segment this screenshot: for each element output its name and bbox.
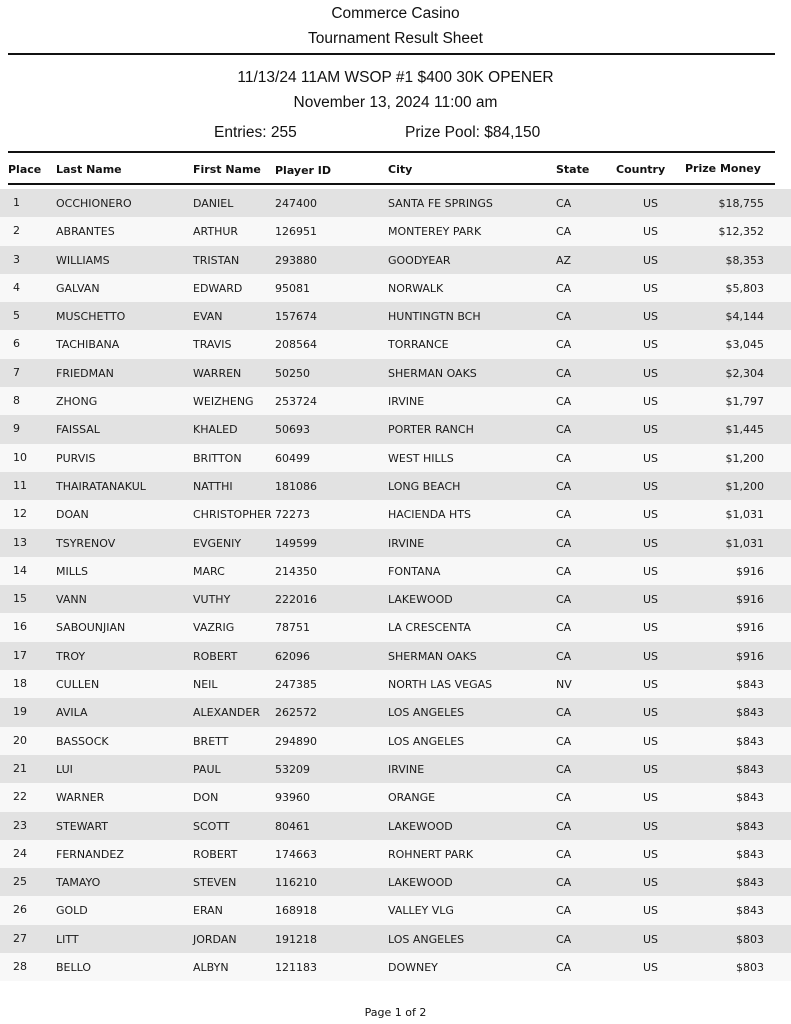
cell-prize-money: $2,304: [725, 366, 764, 380]
cell-city: LAKEWOOD: [388, 819, 453, 833]
cell-last-name: STEWART: [56, 819, 109, 833]
cell-state: AZ: [556, 253, 572, 267]
cell-city: PORTER RANCH: [388, 423, 474, 437]
cell-prize-money: $843: [736, 876, 764, 890]
cell-state: CA: [556, 621, 572, 635]
cell-country: US: [643, 876, 659, 890]
table-row: [0, 557, 791, 585]
table-row: [0, 840, 791, 868]
cell-place: 23: [13, 818, 27, 832]
sheet-title: Tournament Result Sheet: [308, 30, 483, 47]
table-row: [0, 698, 791, 726]
cell-city: HUNTINGTN BCH: [388, 310, 481, 324]
cell-player-id: 80461: [275, 819, 310, 833]
column-header-player-id: Player ID: [275, 164, 332, 177]
cell-first-name: PAUL: [193, 762, 221, 776]
cell-place: 21: [13, 761, 27, 775]
cell-country: US: [643, 395, 659, 409]
cell-player-id: 72273: [275, 508, 310, 522]
table-row: [0, 585, 791, 613]
cell-prize-money: $3,045: [725, 338, 764, 352]
cell-first-name: DON: [193, 791, 219, 805]
cell-last-name: ABRANTES: [56, 225, 115, 239]
table-row: [0, 727, 791, 755]
cell-state: CA: [556, 791, 572, 805]
cell-state: CA: [556, 876, 572, 890]
cell-city: GOODYEAR: [388, 253, 451, 267]
cell-state: CA: [556, 281, 572, 295]
cell-player-id: 247385: [275, 678, 317, 692]
cell-first-name: ROBERT: [193, 649, 238, 663]
cell-prize-money: $843: [736, 678, 764, 692]
event-datetime: November 13, 2024 11:00 am: [293, 94, 498, 111]
cell-city: LAKEWOOD: [388, 593, 453, 607]
cell-state: CA: [556, 734, 572, 748]
event-name: 11/13/24 11AM WSOP #1 $400 30K OPENER: [237, 69, 554, 86]
cell-first-name: STEVEN: [193, 876, 237, 890]
cell-state: CA: [556, 197, 572, 210]
cell-state: CA: [556, 338, 572, 352]
table-row: [0, 953, 791, 981]
cell-country: US: [643, 734, 659, 748]
cell-first-name: EVGENIY: [193, 536, 242, 550]
cell-first-name: ALBYN: [193, 961, 229, 975]
cell-state: CA: [556, 366, 572, 380]
cell-city: LOS ANGELES: [388, 706, 465, 720]
cell-prize-money: $803: [736, 932, 764, 946]
cell-place: 28: [13, 960, 27, 974]
cell-prize-money: $843: [736, 791, 764, 805]
table-row: [0, 189, 791, 217]
cell-place: 3: [13, 252, 20, 266]
cell-prize-money: $843: [736, 734, 764, 748]
cell-prize-money: $843: [736, 762, 764, 776]
cell-player-id: 247400: [275, 197, 317, 210]
cell-player-id: 191218: [275, 932, 317, 946]
table-row: [0, 613, 791, 641]
cell-first-name: JORDAN: [193, 932, 237, 946]
prize-pool: Prize Pool: $84,150: [405, 124, 541, 141]
cell-player-id: 208564: [275, 338, 317, 352]
cell-place: 14: [13, 563, 27, 577]
column-header-prize-money: Prize Money: [685, 162, 761, 175]
cell-last-name: MILLS: [56, 564, 88, 578]
cell-place: 12: [13, 507, 27, 521]
cell-country: US: [643, 508, 659, 522]
table-row: [0, 415, 791, 443]
cell-state: CA: [556, 479, 572, 493]
cell-city: LONG BEACH: [388, 479, 461, 493]
cell-state: CA: [556, 649, 572, 663]
cell-player-id: 214350: [275, 564, 317, 578]
cell-player-id: 50250: [275, 366, 310, 380]
cell-first-name: VAZRIG: [193, 621, 235, 635]
cell-state: CA: [556, 508, 572, 522]
table-row: [0, 783, 791, 811]
cell-city: ORANGE: [388, 791, 436, 805]
cell-city: VALLEY VLG: [388, 904, 454, 918]
cell-state: CA: [556, 961, 572, 975]
cell-state: CA: [556, 904, 572, 918]
cell-country: US: [643, 593, 659, 607]
cell-city: IRVINE: [388, 395, 425, 409]
cell-player-id: 293880: [275, 253, 317, 267]
cell-city: SHERMAN OAKS: [388, 366, 477, 380]
cell-last-name: DOAN: [56, 508, 89, 522]
cell-country: US: [643, 423, 659, 437]
cell-last-name: ZHONG: [56, 395, 98, 409]
cell-last-name: GOLD: [56, 904, 88, 918]
cell-first-name: BRITTON: [193, 451, 242, 465]
cell-first-name: ARTHUR: [193, 225, 239, 239]
cell-prize-money: $12,352: [718, 225, 764, 239]
cell-city: HACIENDA HTS: [388, 508, 471, 522]
cell-state: CA: [556, 706, 572, 720]
cell-place: 6: [13, 337, 20, 351]
cell-country: US: [643, 932, 659, 946]
cell-player-id: 60499: [275, 451, 310, 465]
cell-first-name: DANIEL: [193, 197, 234, 210]
cell-player-id: 168918: [275, 904, 317, 918]
cell-place: 2: [13, 224, 20, 238]
cell-country: US: [643, 310, 659, 324]
table-row: [0, 868, 791, 896]
table-row: [0, 472, 791, 500]
column-header-state: State: [556, 163, 590, 176]
cell-city: LOS ANGELES: [388, 932, 465, 946]
cell-place: 10: [13, 450, 27, 464]
cell-prize-money: $1,031: [725, 536, 764, 550]
column-header-last-name: Last Name: [56, 163, 122, 176]
cell-first-name: EVAN: [193, 310, 223, 324]
cell-country: US: [643, 253, 659, 267]
cell-last-name: FAISSAL: [56, 423, 100, 437]
results-table-body: [0, 189, 791, 981]
cell-player-id: 253724: [275, 395, 317, 409]
cell-last-name: OCCHIONERO: [56, 197, 132, 210]
cell-place: 11: [13, 478, 27, 492]
cell-country: US: [643, 451, 659, 465]
cell-player-id: 95081: [275, 281, 310, 295]
cell-city: MONTEREY PARK: [388, 225, 482, 239]
cell-prize-money: $803: [736, 961, 764, 975]
cell-country: US: [643, 904, 659, 918]
table-row: [0, 670, 791, 698]
table-row: [0, 302, 791, 330]
cell-last-name: TSYRENOV: [56, 536, 116, 550]
cell-first-name: TRAVIS: [193, 338, 232, 352]
cell-first-name: SCOTT: [193, 819, 230, 833]
cell-country: US: [643, 706, 659, 720]
cell-place: 26: [13, 903, 27, 917]
cell-place: 17: [13, 648, 27, 662]
cell-city: SHERMAN OAKS: [388, 649, 477, 663]
cell-country: US: [643, 225, 659, 239]
cell-player-id: 78751: [275, 621, 310, 635]
cell-last-name: FERNANDEZ: [56, 847, 124, 861]
cell-state: CA: [556, 564, 572, 578]
cell-prize-money: $1,200: [725, 451, 764, 465]
cell-first-name: ALEXANDER: [193, 706, 260, 720]
table-row: [0, 642, 791, 670]
table-row: [0, 274, 791, 302]
entries-count: Entries: 255: [214, 124, 297, 141]
cell-first-name: BRETT: [193, 734, 229, 748]
cell-state: CA: [556, 225, 572, 239]
cell-country: US: [643, 536, 659, 550]
cell-first-name: WARREN: [193, 366, 242, 380]
cell-prize-money: $1,031: [725, 508, 764, 522]
cell-state: CA: [556, 762, 572, 776]
cell-last-name: TAMAYO: [56, 876, 101, 890]
cell-prize-money: $1,797: [725, 395, 764, 409]
cell-last-name: LUI: [56, 762, 73, 776]
cell-last-name: AVILA: [56, 706, 88, 720]
cell-country: US: [643, 819, 659, 833]
cell-prize-money: $916: [736, 621, 764, 635]
cell-place: 19: [13, 705, 27, 719]
cell-country: US: [643, 366, 659, 380]
cell-player-id: 93960: [275, 791, 310, 805]
cell-last-name: VANN: [56, 593, 87, 607]
cell-country: US: [643, 338, 659, 352]
cell-place: 22: [13, 790, 27, 804]
cell-state: CA: [556, 932, 572, 946]
page-indicator: Page 1 of 2: [364, 1006, 427, 1019]
cell-prize-money: $843: [736, 706, 764, 720]
cell-prize-money: $1,445: [725, 423, 764, 437]
table-row: [0, 529, 791, 557]
cell-last-name: FRIEDMAN: [56, 366, 114, 380]
cell-state: CA: [556, 819, 572, 833]
cell-first-name: WEIZHENG: [193, 395, 254, 409]
cell-city: SANTA FE SPRINGS: [388, 197, 493, 210]
cell-place: 20: [13, 733, 27, 747]
cell-country: US: [643, 479, 659, 493]
header-bottom-divider: [8, 183, 775, 185]
cell-player-id: 50693: [275, 423, 310, 437]
cell-player-id: 121183: [275, 961, 317, 975]
cell-last-name: TACHIBANA: [56, 338, 120, 352]
cell-place: 16: [13, 620, 27, 634]
cell-prize-money: $4,144: [725, 310, 764, 324]
cell-city: FONTANA: [388, 564, 441, 578]
cell-player-id: 126951: [275, 225, 317, 239]
cell-prize-money: $5,803: [725, 281, 764, 295]
cell-country: US: [643, 791, 659, 805]
cell-player-id: 149599: [275, 536, 317, 550]
cell-prize-money: $843: [736, 847, 764, 861]
cell-last-name: WARNER: [56, 791, 105, 805]
cell-last-name: MUSCHETTO: [56, 310, 126, 324]
cell-country: US: [643, 621, 659, 635]
cell-state: CA: [556, 310, 572, 324]
cell-place: 24: [13, 846, 27, 860]
column-header-city: City: [388, 163, 413, 176]
cell-city: TORRANCE: [388, 338, 449, 352]
cell-state: CA: [556, 395, 572, 409]
cell-last-name: WILLIAMS: [56, 253, 110, 267]
cell-prize-money: $916: [736, 564, 764, 578]
table-row: [0, 500, 791, 528]
cell-country: US: [643, 678, 659, 692]
cell-last-name: PURVIS: [56, 451, 96, 465]
cell-place: 18: [13, 677, 27, 691]
cell-city: NORWALK: [388, 281, 444, 295]
cell-first-name: TRISTAN: [193, 253, 240, 267]
cell-prize-money: $1,200: [725, 479, 764, 493]
cell-first-name: NEIL: [193, 678, 218, 692]
cell-state: CA: [556, 536, 572, 550]
cell-city: NORTH LAS VEGAS: [388, 678, 493, 692]
cell-place: 5: [13, 309, 20, 323]
cell-place: 15: [13, 592, 27, 606]
cell-player-id: 294890: [275, 734, 317, 748]
cell-prize-money: $916: [736, 593, 764, 607]
column-header-place: Place: [8, 163, 42, 176]
table-row: [0, 896, 791, 924]
cell-place: 13: [13, 535, 27, 549]
cell-first-name: ROBERT: [193, 847, 238, 861]
cell-last-name: SABOUNJIAN: [56, 621, 126, 635]
cell-player-id: 181086: [275, 479, 317, 493]
cell-prize-money: $843: [736, 904, 764, 918]
cell-country: US: [643, 197, 659, 210]
cell-last-name: THAIRATANAKUL: [56, 479, 146, 493]
cell-city: ROHNERT PARK: [388, 847, 474, 861]
table-row: [0, 246, 791, 274]
cell-first-name: MARC: [193, 564, 225, 578]
cell-place: 8: [13, 394, 20, 408]
cell-country: US: [643, 564, 659, 578]
cell-prize-money: $916: [736, 649, 764, 663]
cell-city: IRVINE: [388, 536, 425, 550]
cell-first-name: CHRISTOPHER: [193, 508, 272, 522]
cell-first-name: EDWARD: [193, 281, 243, 295]
table-row: [0, 925, 791, 953]
cell-country: US: [643, 847, 659, 861]
cell-first-name: NATTHI: [193, 479, 233, 493]
cell-first-name: VUTHY: [193, 593, 231, 607]
cell-first-name: KHALED: [193, 423, 238, 437]
column-header-country: Country: [616, 163, 666, 176]
cell-city: LAKEWOOD: [388, 876, 453, 890]
cell-state: CA: [556, 593, 572, 607]
cell-place: 9: [13, 422, 20, 436]
cell-city: DOWNEY: [388, 961, 438, 975]
cell-last-name: BASSOCK: [56, 734, 109, 748]
cell-city: IRVINE: [388, 762, 425, 776]
cell-place: 27: [13, 931, 27, 945]
table-row: [0, 217, 791, 245]
table-row: [0, 812, 791, 840]
cell-first-name: ERAN: [193, 904, 223, 918]
cell-place: 1: [13, 196, 20, 209]
header-top-divider: [8, 151, 775, 153]
cell-prize-money: $18,755: [718, 197, 764, 210]
cell-last-name: CULLEN: [56, 678, 100, 692]
column-header-first-name: First Name: [193, 163, 261, 176]
table-row: [0, 387, 791, 415]
cell-state: NV: [556, 678, 572, 692]
cell-player-id: 174663: [275, 847, 317, 861]
cell-player-id: 222016: [275, 593, 317, 607]
cell-player-id: 262572: [275, 706, 317, 720]
cell-last-name: GALVAN: [56, 281, 100, 295]
cell-place: 7: [13, 365, 20, 379]
cell-country: US: [643, 281, 659, 295]
cell-player-id: 116210: [275, 876, 317, 890]
cell-state: CA: [556, 847, 572, 861]
cell-player-id: 53209: [275, 762, 310, 776]
cell-city: WEST HILLS: [388, 451, 454, 465]
table-row: [0, 359, 791, 387]
cell-player-id: 157674: [275, 310, 317, 324]
cell-state: CA: [556, 451, 572, 465]
table-row: [0, 330, 791, 358]
cell-place: 4: [13, 280, 20, 294]
venue-title: Commerce Casino: [331, 5, 460, 22]
cell-player-id: 62096: [275, 649, 310, 663]
top-divider: [8, 53, 775, 55]
cell-city: LA CRESCENTA: [388, 621, 471, 635]
cell-city: LOS ANGELES: [388, 734, 465, 748]
cell-last-name: TROY: [56, 649, 86, 663]
cell-last-name: LITT: [56, 932, 79, 946]
cell-country: US: [643, 649, 659, 663]
cell-prize-money: $843: [736, 819, 764, 833]
table-row: [0, 755, 791, 783]
cell-state: CA: [556, 423, 572, 437]
cell-last-name: BELLO: [56, 961, 92, 975]
cell-country: US: [643, 961, 659, 975]
cell-country: US: [643, 762, 659, 776]
table-row: [0, 444, 791, 472]
cell-place: 25: [13, 875, 27, 889]
cell-prize-money: $8,353: [725, 253, 764, 267]
